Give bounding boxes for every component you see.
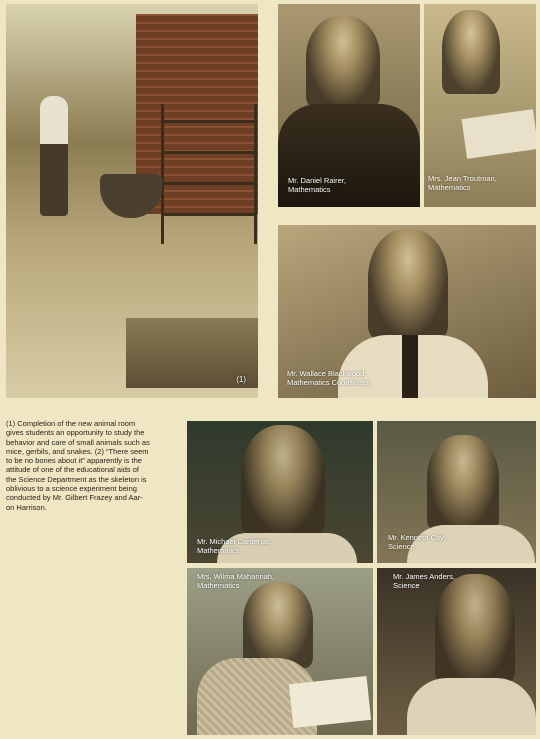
portrait-photo-4 xyxy=(187,421,373,563)
shirt xyxy=(407,678,536,735)
portrait-caption-2 xyxy=(428,174,497,192)
scaffolding xyxy=(161,104,257,244)
caption-line: on Harrison. xyxy=(6,502,47,512)
portrait-name: Mr. Kenneth Coy, xyxy=(388,533,446,542)
photo-number: (1) xyxy=(236,375,246,384)
portrait-title: Science xyxy=(393,581,420,590)
portrait-photo-1 xyxy=(278,4,420,207)
caption-line: attitude of one of the educational aids of xyxy=(6,465,140,475)
portrait-photo-5 xyxy=(377,421,536,563)
portrait-title: Mathematics xyxy=(428,183,471,192)
portrait-caption-4 xyxy=(197,537,272,555)
construction-photo xyxy=(6,4,258,398)
portrait-title: Mathematics xyxy=(197,581,240,590)
portrait-title: Mathematics xyxy=(288,185,331,194)
portrait-figure xyxy=(427,435,499,531)
portrait-photo-2 xyxy=(424,4,536,207)
portrait-name: Mr. Daniel Rairer, xyxy=(288,176,346,185)
portrait-photo-6 xyxy=(187,568,373,735)
portrait-caption-3 xyxy=(287,369,371,387)
portrait-figure xyxy=(306,16,380,108)
tie xyxy=(402,335,418,398)
portrait-photo-3 xyxy=(278,225,536,398)
portrait-caption-5 xyxy=(388,533,445,551)
portrait-title: Mathematics Coordinator xyxy=(287,378,371,387)
portrait-name: Mrs. Jean Troutman, xyxy=(428,174,497,183)
portrait-figure xyxy=(442,10,500,94)
body-caption xyxy=(6,419,178,512)
portrait-name: Mr. Wallace Blackwood, xyxy=(287,369,367,378)
caption-line: to be no bones about it” apparently is the xyxy=(6,456,142,466)
portrait-caption-6 xyxy=(197,572,274,590)
caption-line: conducted by Mr. Gilbert Frazey and Aar- xyxy=(6,493,143,503)
portrait-caption-1 xyxy=(288,176,346,194)
portrait-title: Science xyxy=(388,542,415,551)
caption-line: gives students an opportunity to study the xyxy=(6,428,145,438)
worker-figure xyxy=(40,96,68,216)
caption-line: the Science Department as the skeleton is xyxy=(6,474,147,484)
portrait-caption-7 xyxy=(393,572,455,590)
caption-line: behavior and care of small animals such as xyxy=(6,437,150,447)
portrait-figure xyxy=(243,582,313,668)
portrait-name: Mr. James Anders, xyxy=(393,572,456,581)
portrait-figure xyxy=(241,425,325,535)
caption-line: mice, gerbils, and snakes. (2) “There seem xyxy=(6,446,149,456)
portrait-name: Mrs. Wilma Mahannah, xyxy=(197,572,275,581)
portrait-photo-7 xyxy=(377,568,536,735)
desk-papers xyxy=(462,109,536,159)
portrait-figure xyxy=(435,574,515,684)
portrait-figure xyxy=(368,229,448,339)
caption-line: oblivious to a science experiment being xyxy=(6,484,137,494)
portrait-title: Mathematics xyxy=(197,546,240,555)
caption-line: (1) Completion of the new animal room xyxy=(6,419,136,428)
portrait-name: Mr. Michael Cardenas, xyxy=(197,537,273,546)
open-book xyxy=(289,676,371,728)
